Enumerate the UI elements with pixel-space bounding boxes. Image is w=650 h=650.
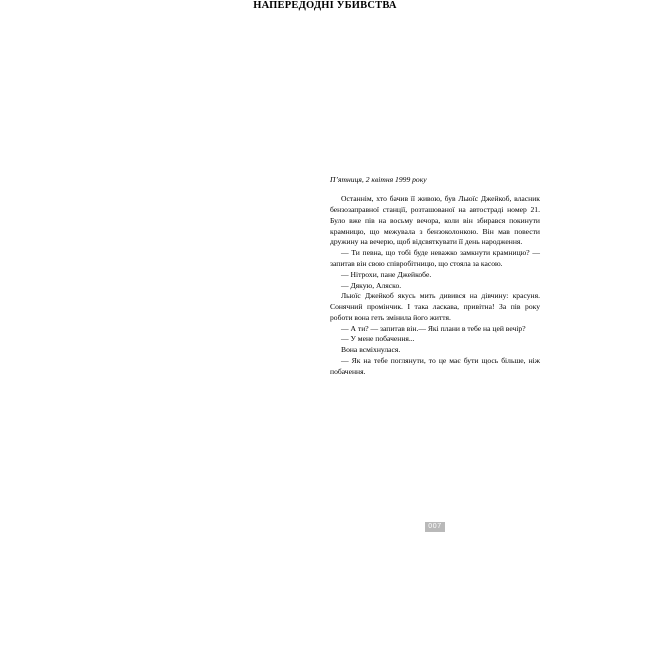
text-column	[330, 175, 540, 378]
dateline: П’ятниця, 2 квітня 1999 року	[330, 175, 427, 184]
paragraph: — Як на тебе поглянути, то це має бути щось більше, ніж побачення.	[330, 355, 540, 376]
paragraph: Вона всміхнулася.	[341, 345, 401, 355]
paragraph: Останнім, хто бачив її живою, був Льюїс Джейкоб, власник бензозаправної станції, розташованої на автостраді номер 21. Було вже пів на восьму вечора, коли він збирався покинути крамницю, що межувала з бензоколонкою. Він мав повести дружину на вечерю, щоб відсвяткувати її день народження.	[330, 194, 540, 247]
paragraph: — Нітрохи, пане Джейкобе.	[341, 269, 432, 279]
paragraph: — Ти певна, що тобі буде неважко замкнути крамницю? — запитав він свою співробітницю, що стояла за касою.	[330, 248, 540, 268]
page-number-value: 007	[425, 522, 444, 532]
paragraph: — А ти? — запитав він.— Які плани в тебе на цей вечір?	[341, 323, 526, 333]
paragraph: — У мене побачення...	[341, 334, 415, 344]
paragraph: Льюїс Джейкоб якусь мить дивився на дівчину: красуня. Сонячний промінчик. І така ласкава, привітна! За пів року роботи вона геть змінила його життя.	[330, 291, 540, 322]
page-number	[330, 522, 540, 532]
body-text	[330, 194, 540, 377]
paragraph: — Дякую, Аляско.	[341, 280, 402, 290]
page-title: НАПЕРЕДОДНІ УБИВСТВА	[253, 0, 397, 11]
